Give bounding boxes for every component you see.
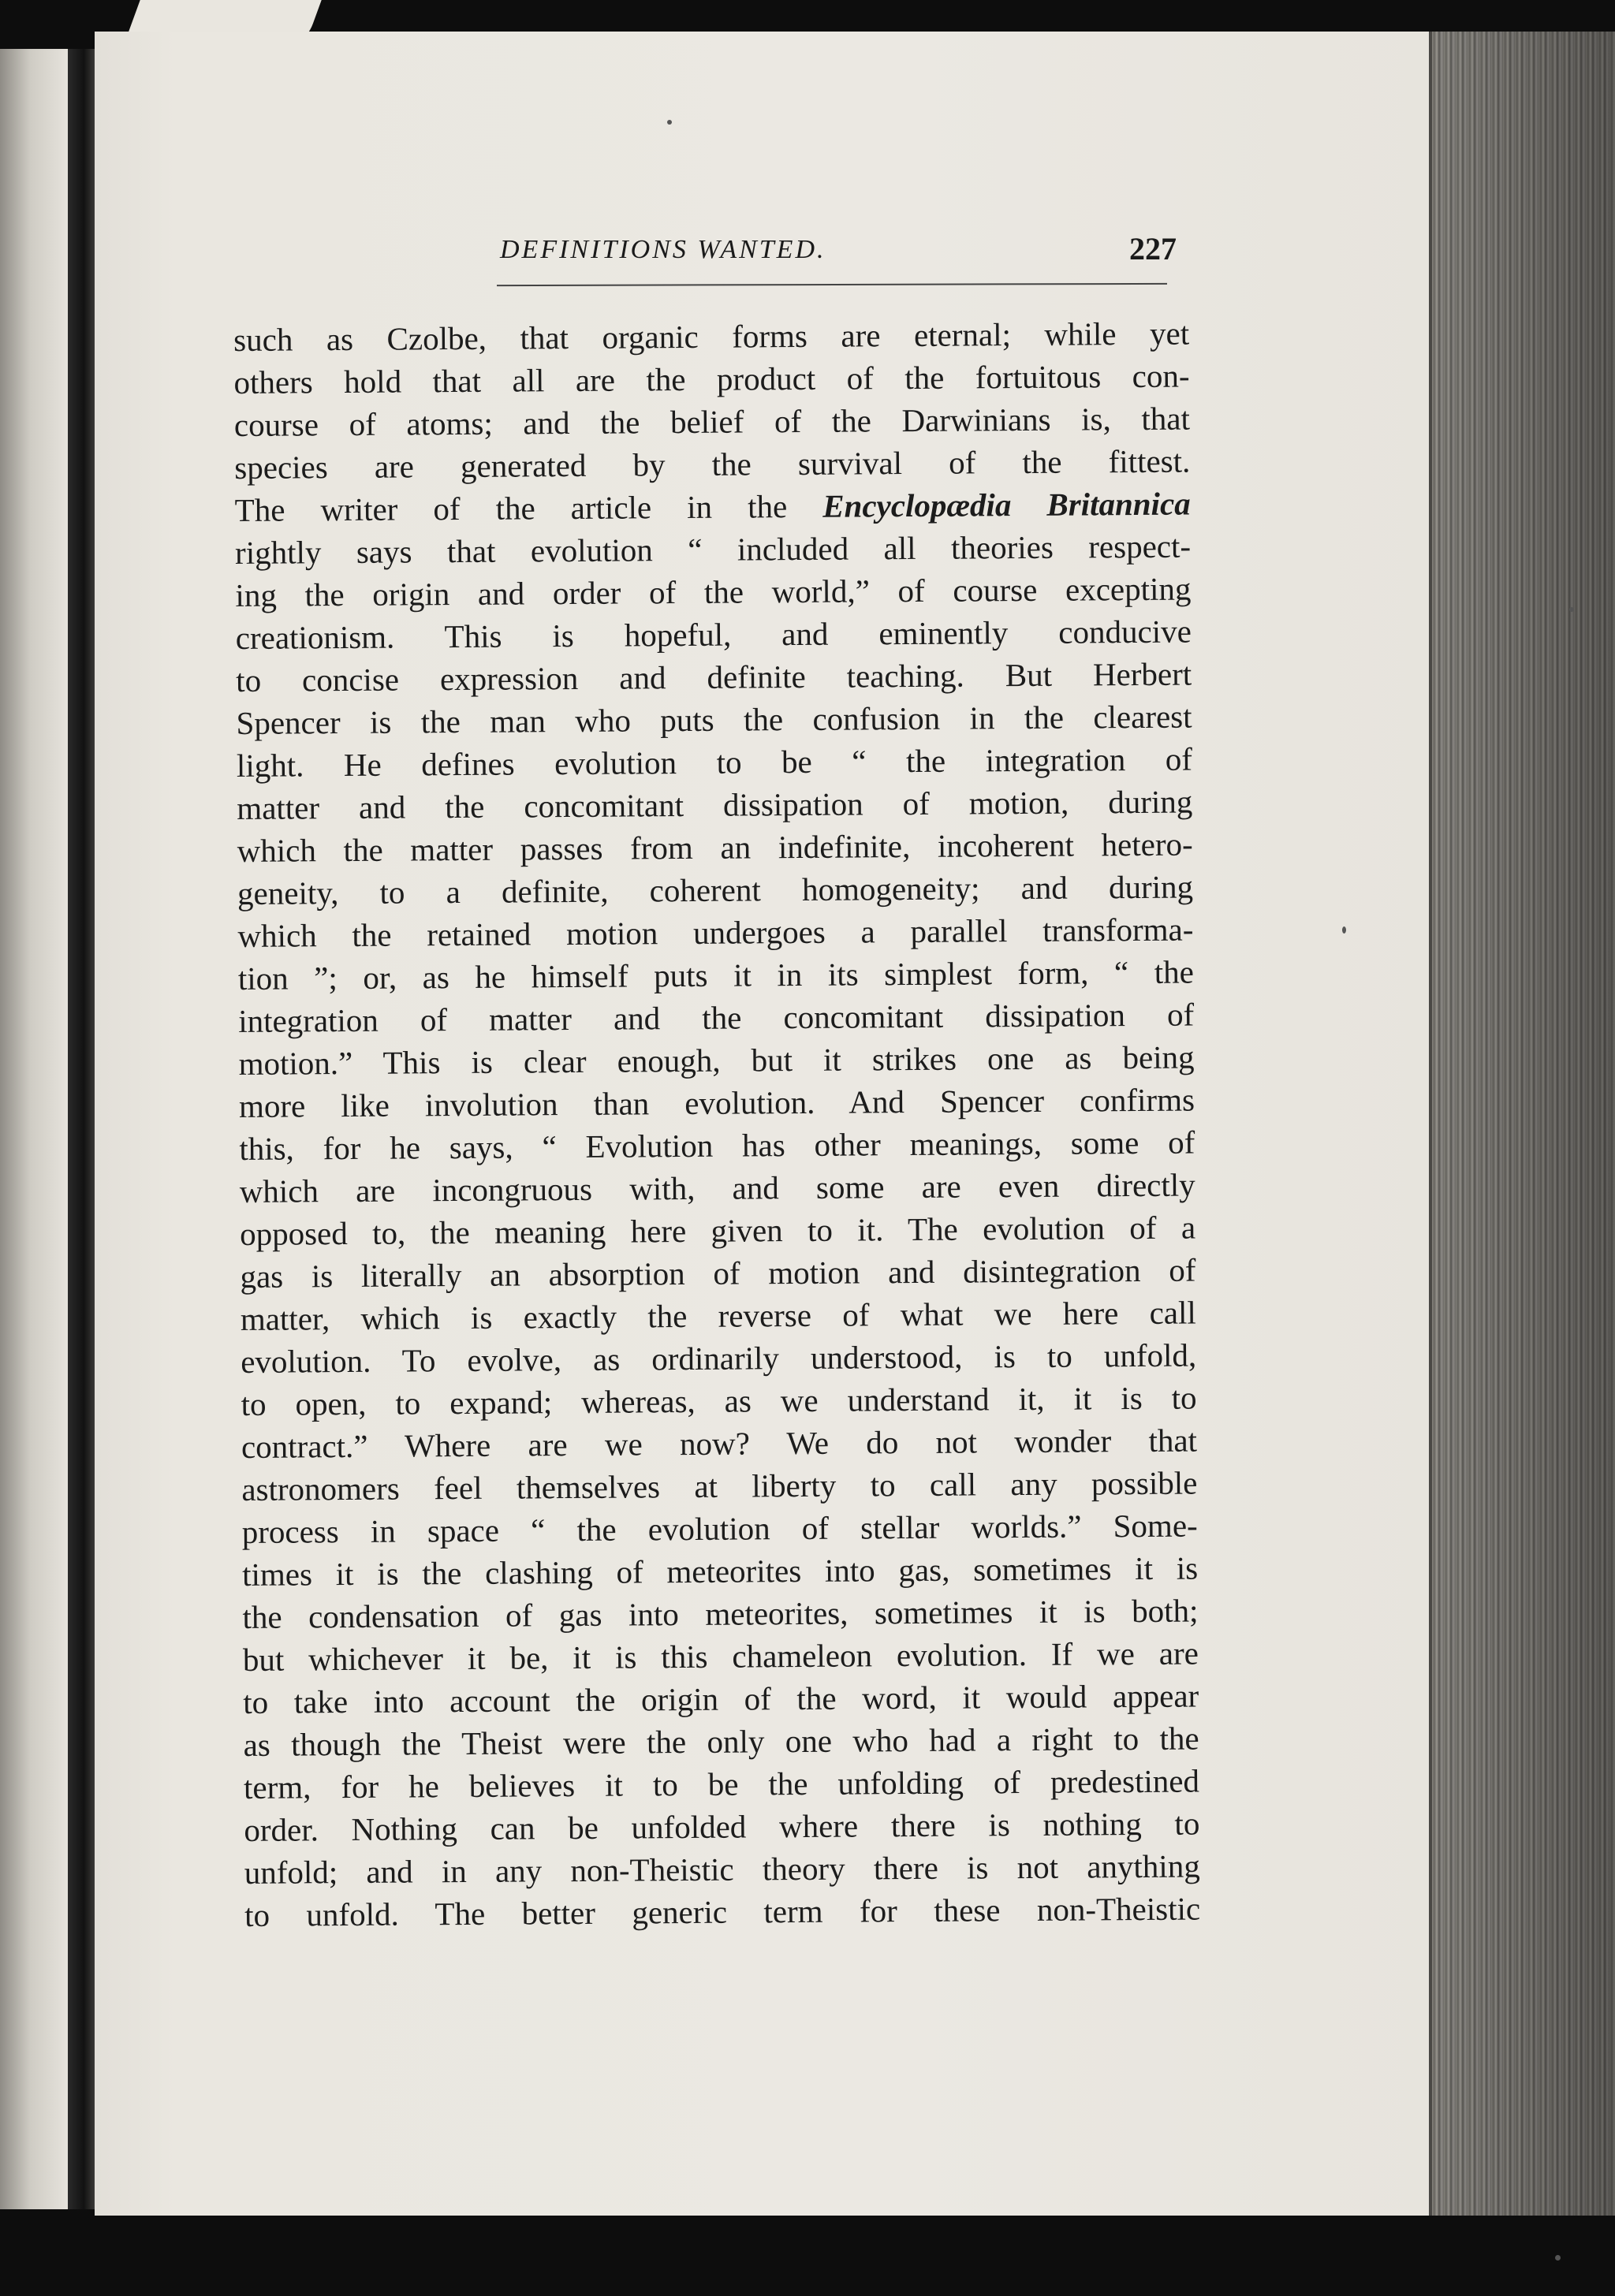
text-line: to take into account the origin of the word, it would appear (243, 1677, 1199, 1720)
text-line: process in space “ the evolution of stellar worlds.” Some- (241, 1507, 1198, 1550)
text-line: to concise expression and definite teaching. But Herbert (236, 655, 1192, 699)
body-text (233, 312, 1200, 1936)
text-line: light. He defines evolution to be “ the integration of (236, 740, 1193, 784)
text-line: to unfold. The better generic term for these non-Theistic (244, 1890, 1201, 1933)
book-gutter (68, 49, 95, 2209)
text-line: unfold; and in any non-Theistic theory there is not anything (244, 1847, 1200, 1891)
scan-speck (1342, 926, 1346, 934)
text-line: astronomers feel themselves at liberty to call any possible (241, 1464, 1198, 1508)
left-page-edge (0, 49, 68, 2209)
text-line: such as Czolbe, that organic forms are eternal; while yet (233, 315, 1190, 358)
text-line: this, for he says, “ Evolution has other meanings, some of (239, 1124, 1195, 1167)
text-line: species are generated by the survival of the fittest. (234, 442, 1191, 486)
text-line: motion.” This is clear enough, but it strikes one as being (238, 1038, 1195, 1082)
page-number: 227 (1129, 231, 1177, 266)
text-line: others hold that all are the product of the fortuitous con- (233, 357, 1190, 401)
running-head-title: DEFINITIONS WANTED. (500, 235, 826, 264)
text-line: integration of matter and the concomitant dissipation of (238, 996, 1195, 1039)
text-line: gas is literally an absorption of motion and disintegration of (240, 1251, 1196, 1295)
text-line: more like involution than evolution. And Spencer confirms (238, 1081, 1195, 1124)
page-edges-stack (1429, 32, 1615, 2216)
text-line: course of atoms; and the belief of the Darwinians is, that (233, 400, 1191, 443)
text-line: matter, which is exactly the reverse of what we here call (240, 1294, 1196, 1337)
scan-speck (1555, 2255, 1561, 2261)
text-line: Spencer is the man who puts the confusion in the clearest (236, 698, 1192, 741)
text-line: times it is the clashing of meteorites into gas, sometimes it is (241, 1549, 1199, 1593)
text-line: order. Nothing can be unfolded where there is nothing to (244, 1805, 1200, 1848)
scan-speck (1569, 607, 1574, 612)
text-line: geneity, to a definite, coherent homogeneity; and during (237, 868, 1194, 911)
scan-speck (667, 120, 672, 125)
text-line: which the retained motion undergoes a parallel transforma- (237, 911, 1194, 954)
text-line: term, for he believes it to be the unfolding of predestined (243, 1762, 1200, 1806)
text-line: opposed to, the meaning here given to it. The evolution of a (239, 1209, 1196, 1252)
text-line: matter and the concomitant dissipation of motion, during (237, 783, 1193, 826)
text-line: creationism. This is hopeful, and eminently conducive (235, 613, 1192, 656)
text-line: as though the Theist were the only one who had a right to the (243, 1720, 1199, 1763)
text-line: tion ”; or, as he himself puts it in its simplest form, “ the (237, 953, 1194, 997)
text-line: which the matter passes from an indefinite, incoherent hetero- (237, 826, 1193, 869)
text-line: ing the origin and order of the world,” of course excepting (235, 570, 1192, 613)
italic-title: Encyclopædia Britannica (822, 485, 1191, 524)
text-line: to open, to expand; whereas, as we understand it, it is to (241, 1379, 1197, 1422)
text-line: the condensation of gas into meteorites, sometimes it is both; (242, 1592, 1199, 1635)
text-line: The writer of the article in the Encyclopædia Britannica (234, 485, 1191, 528)
text-line: which are incongruous with, and some are even directly (239, 1166, 1195, 1210)
running-head (237, 231, 1183, 282)
text-line: but whichever it be, it is this chameleon evolution. If we are (242, 1634, 1199, 1678)
text-line: contract.” Where are we now? We do not wonder that (241, 1422, 1198, 1465)
text-line: rightly says that evolution “ included all theories respect- (234, 527, 1192, 571)
text-line: evolution. To evolve, as ordinarily understood, is to unfold, (241, 1336, 1197, 1380)
